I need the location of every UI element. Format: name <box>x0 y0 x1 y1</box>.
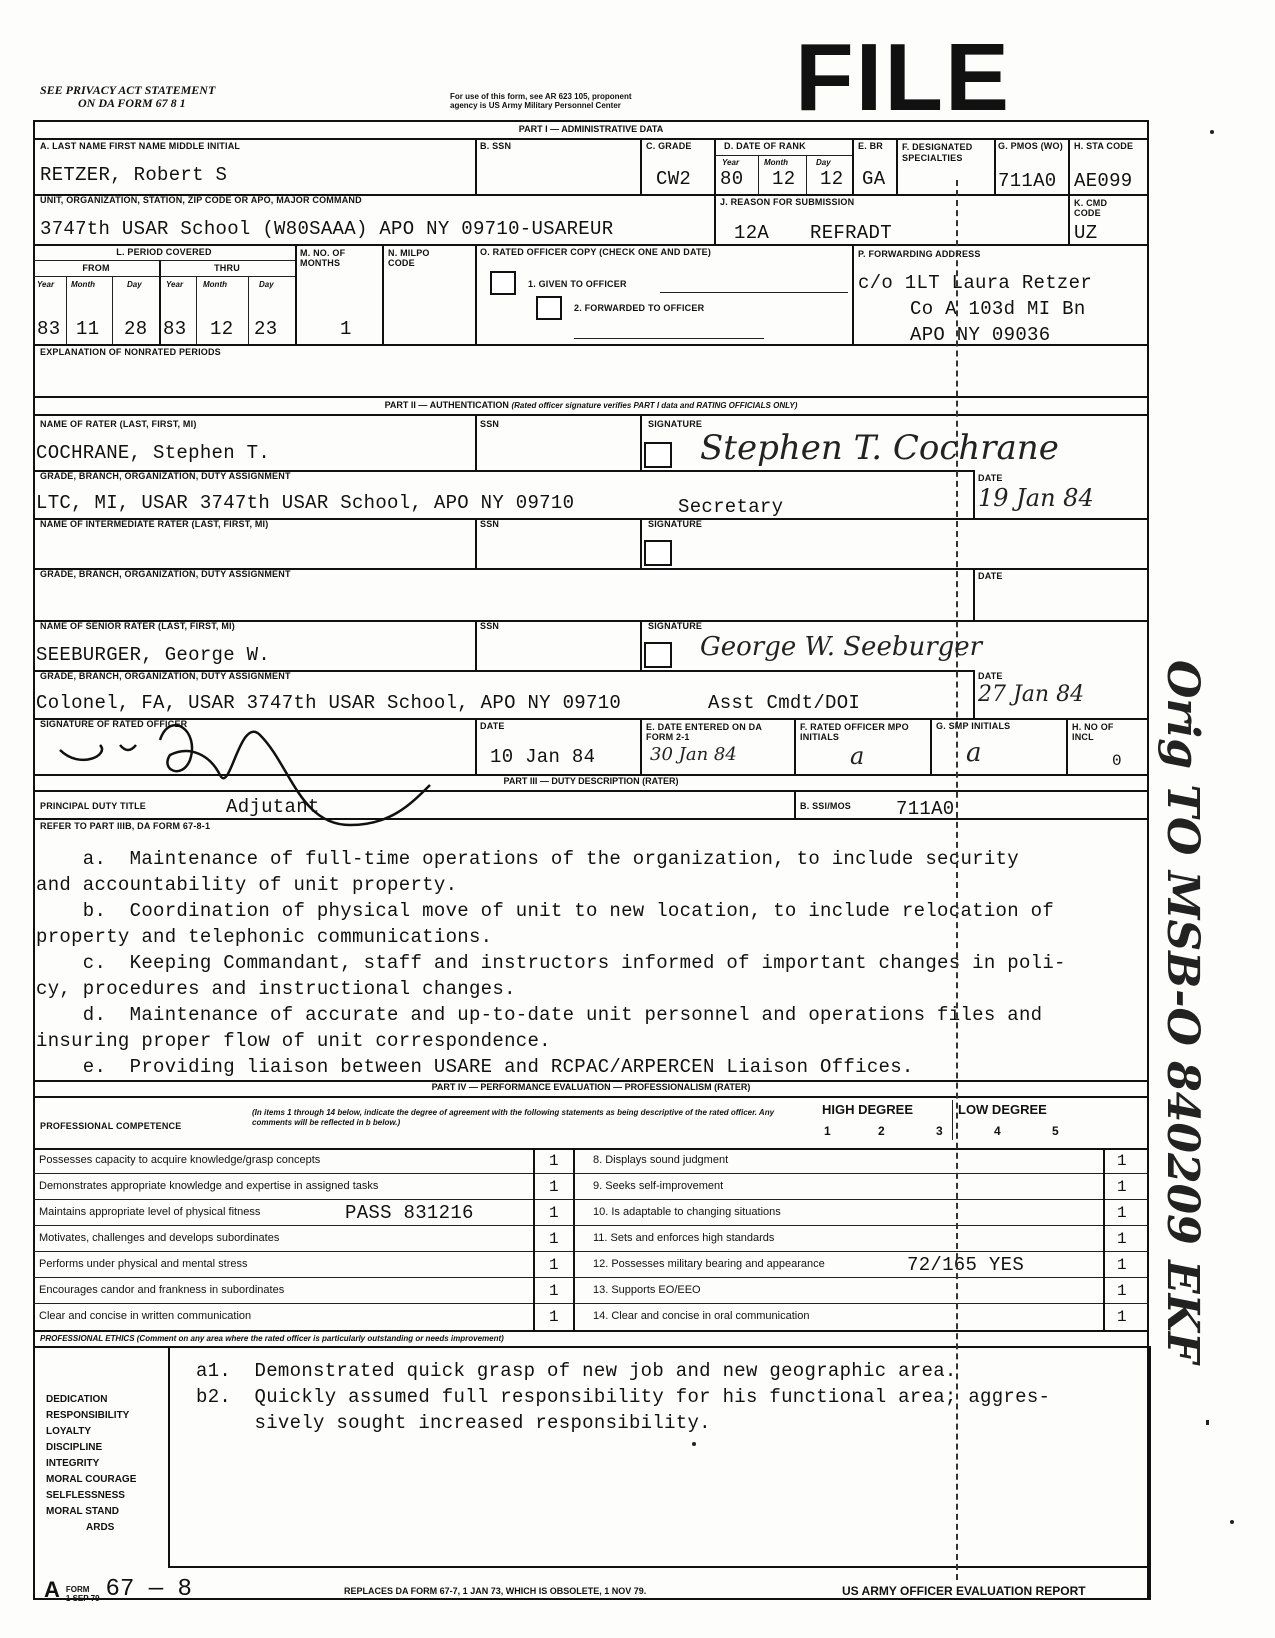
rating-row <box>33 1148 573 1174</box>
principal-duty-title: Adjutant <box>226 796 320 818</box>
senior-signature: George W. Seeburger <box>700 632 983 662</box>
nonrated-label: EXPLANATION OF NONRATED PERIODS <box>40 347 221 357</box>
given-label: 1. GIVEN TO OFFICER <box>528 279 627 289</box>
ethics-item: DEDICATION <box>46 1394 108 1405</box>
competence-instructions: (In items 1 through 14 below, indicate the degree of agreement with the following statements as being descriptive of the rated officer. Any comments will be reflected in b below.) <box>252 1108 775 1127</box>
sta-code-value: AE099 <box>1074 170 1133 192</box>
duty-line: c. Keeping Commandant, staff and instructors informed of important changes in poli- <box>36 952 1066 974</box>
incl-value: 0 <box>1112 752 1122 770</box>
rating-value[interactable]: 1 <box>1117 1308 1127 1326</box>
date-of-rank-label: D. DATE OF RANK <box>724 141 806 151</box>
duty-line: a. Maintenance of full-time operations of the organization, to include security <box>36 848 1019 870</box>
thru-month: 12 <box>210 318 234 340</box>
senior-ssn-label: SSN <box>480 621 500 631</box>
rule <box>952 1100 953 1140</box>
rule <box>794 790 796 818</box>
from-year-label: Year <box>37 280 55 289</box>
speck <box>1206 1420 1209 1425</box>
rule <box>1149 1346 1151 1600</box>
dor-year-label: Year <box>722 158 740 167</box>
rule <box>714 194 716 244</box>
intermediate-rater-label: NAME OF INTERMEDIATE RATER (LAST, FIRST, MI) <box>40 519 269 529</box>
rating-label: 12. Possesses military bearing and appearance <box>593 1258 825 1270</box>
rating-value[interactable]: 1 <box>1117 1152 1127 1170</box>
ethics-item: SELFLESSNESS <box>46 1490 125 1501</box>
rating-label: Performs under physical and mental stress <box>39 1258 248 1270</box>
rule <box>574 338 764 339</box>
rating-value[interactable]: 1 <box>549 1256 559 1274</box>
thru-month-label: Month <box>203 280 227 289</box>
rating-value[interactable]: 1 <box>1117 1256 1127 1274</box>
rating-value[interactable]: 1 <box>1117 1230 1127 1248</box>
rule <box>660 292 848 293</box>
rating-row <box>33 1174 573 1200</box>
ethics-item: ARDS <box>86 1522 115 1533</box>
rating-value[interactable]: 1 <box>1117 1178 1127 1196</box>
competence-label: PROFESSIONAL COMPETENCE <box>40 1121 182 1131</box>
ssi-mos-label: B. SSI/MOS <box>800 801 852 811</box>
rule <box>33 790 1149 792</box>
ethics-item: MORAL COURAGE <box>46 1474 137 1485</box>
ethics-item: MORAL STAND <box>46 1506 119 1517</box>
form-word: FORM <box>65 1585 90 1594</box>
form-use-note <box>450 92 632 110</box>
rating-extra: 72/165 YES <box>907 1254 1025 1276</box>
mpo-initials-label: F. RATED OFFICER MPO INITIALS <box>800 722 909 742</box>
rater-grade-label: GRADE, BRANCH, ORGANIZATION, DUTY ASSIGNMENT <box>40 471 291 481</box>
from-month: 11 <box>76 318 100 340</box>
rule <box>1066 718 1068 774</box>
dor-year: 80 <box>720 168 744 190</box>
rule <box>852 244 854 344</box>
form-use-line-2: agency is US Army Military Personnel Center <box>450 101 621 110</box>
speck <box>692 1442 696 1446</box>
scale-4: 4 <box>994 1124 1001 1138</box>
ethics-item: RESPONSIBILITY <box>46 1410 130 1421</box>
mpo-initials: a <box>850 742 865 770</box>
ssn-label: B. SSN <box>480 141 512 151</box>
senior-grade: Colonel, FA, USAR 3747th USAR School, APO NY 09710 <box>36 692 622 714</box>
scale-3: 3 <box>936 1124 943 1138</box>
rule <box>295 244 297 344</box>
rule <box>640 518 642 568</box>
ratings-right <box>573 1148 1149 1330</box>
ethics-label: PROFESSIONAL ETHICS (Comment on any area where the rated officer is particularly outstanding or needs improvement) <box>40 1334 504 1343</box>
from-label: FROM <box>82 263 110 273</box>
rule <box>33 1346 1149 1348</box>
entered-date: 30 Jan 84 <box>650 744 737 765</box>
rating-row <box>33 1304 573 1330</box>
rater-ssn-label: SSN <box>480 419 500 429</box>
forwarding-address-line2: Co A 103d MI Bn <box>910 298 1086 320</box>
rater-name-label: NAME OF RATER (LAST, FIRST, MI) <box>40 419 197 429</box>
pmos-value: 711A0 <box>998 170 1057 192</box>
rater-date: 19 Jan 84 <box>978 484 1094 512</box>
rating-value[interactable]: 1 <box>549 1230 559 1248</box>
thru-day: 23 <box>254 318 278 340</box>
senior-duty: Asst Cmdt/DOI <box>708 692 861 714</box>
intermediate-grade-label: GRADE, BRANCH, ORGANIZATION, DUTY ASSIGNMENT <box>40 569 291 579</box>
officer-copy-label: O. RATED OFFICER COPY (CHECK ONE AND DATE) <box>480 247 712 257</box>
rated-officer-signature-label: SIGNATURE OF RATED OFFICER <box>40 719 188 729</box>
rating-row <box>573 1278 1149 1304</box>
ssi-mos-value: 711A0 <box>896 798 955 820</box>
months-value: 1 <box>340 318 352 340</box>
ethics-list <box>46 1392 136 1536</box>
rule <box>475 718 477 774</box>
duty-line: and accountability of unit property. <box>36 874 458 896</box>
period-covered-label: L. PERIOD COVERED <box>116 247 212 257</box>
senior-rater-name: SEEBURGER, George W. <box>36 644 271 666</box>
duty-line: property and telephonic communications. <box>36 926 493 948</box>
senior-rater-label: NAME OF SENIOR RATER (LAST, FIRST, MI) <box>40 621 235 631</box>
part2-title <box>33 400 1149 410</box>
from-year: 83 <box>37 318 61 340</box>
rating-label: 11. Sets and enforces high standards <box>593 1232 775 1244</box>
privacy-statement <box>40 84 215 110</box>
thru-day-label: Day <box>259 280 274 289</box>
forwarding-address-label: P. FORWARDING ADDRESS <box>858 249 981 259</box>
smp-initials-label: G. SMP INITIALS <box>936 721 1011 731</box>
senior-grade-label: GRADE, BRANCH, ORGANIZATION, DUTY ASSIGNMENT <box>40 671 291 681</box>
thru-label: THRU <box>214 263 240 273</box>
incl-label: H. NO OF INCL <box>1072 722 1114 742</box>
forwarded-checkbox[interactable] <box>536 296 562 320</box>
rule <box>475 620 477 670</box>
duty-description <box>36 846 1066 1080</box>
rating-extra: PASS 831216 <box>345 1202 474 1224</box>
ethics-comment-line: a1. Demonstrated quick grasp of new job and new geographic area. <box>196 1360 957 1382</box>
rule <box>714 155 852 156</box>
rule <box>973 670 975 718</box>
rule <box>475 244 477 344</box>
rating-label: Possesses capacity to acquire knowledge/grasp concepts <box>39 1154 321 1166</box>
rating-row <box>33 1278 573 1304</box>
rule <box>533 1148 535 1330</box>
rating-row <box>33 1200 573 1226</box>
part1-title: PART I — ADMINISTRATIVE DATA <box>518 124 664 134</box>
rule <box>994 138 996 194</box>
duty-line: insuring proper flow of unit correspondence. <box>36 1030 551 1052</box>
rater-name: COCHRANE, Stephen T. <box>36 442 271 464</box>
part3-title: PART III — DUTY DESCRIPTION (RATER) <box>503 776 679 786</box>
rater-signature: Stephen T. Cochrane <box>700 428 1059 468</box>
rule <box>930 718 932 774</box>
rule <box>973 568 975 620</box>
rater-grade: LTC, MI, USAR 3747th USAR School, APO NY 09710 <box>36 492 575 514</box>
rating-label: 14. Clear and concise in oral communication <box>593 1310 810 1322</box>
scale-5: 5 <box>1052 1124 1059 1138</box>
rating-value[interactable]: 1 <box>549 1204 559 1222</box>
form-id <box>44 1576 192 1603</box>
rule <box>196 276 197 344</box>
rating-row <box>33 1252 573 1278</box>
rater-signature-box[interactable] <box>644 442 672 468</box>
principal-duty-title-label: PRINCIPAL DUTY TITLE <box>40 801 147 811</box>
rating-row <box>33 1226 573 1252</box>
privacy-line-1: SEE PRIVACY ACT STATEMENT <box>40 83 216 97</box>
forwarding-address-line1: c/o 1LT Laura Retzer <box>858 272 1093 294</box>
rating-value[interactable]: 1 <box>549 1308 559 1326</box>
replaces-note: REPLACES DA FORM 67-7, 1 JAN 73, WHICH IS OBSOLETE, 1 NOV 79. <box>344 1586 647 1596</box>
rule <box>33 396 1149 398</box>
rule <box>640 718 642 774</box>
form-stack <box>66 1585 100 1603</box>
duty-line: cy, procedures and instructional changes. <box>36 978 516 1000</box>
rule <box>33 1330 1149 1332</box>
rating-value[interactable]: 1 <box>549 1178 559 1196</box>
form-prefix: A <box>44 1577 60 1602</box>
ethics-comment-line: b2. Quickly assumed full responsibility for his functional area; aggres- <box>196 1386 1051 1408</box>
unit-label: UNIT, ORGANIZATION, STATION, ZIP CODE OR APO, MAJOR COMMAND <box>40 195 362 205</box>
rated-officer-name: RETZER, Robert S <box>40 164 228 186</box>
speck <box>1210 130 1214 134</box>
rating-value[interactable]: 1 <box>1117 1282 1127 1300</box>
reason-value: REFRADT <box>810 222 892 244</box>
rule <box>794 718 796 774</box>
rule <box>640 138 642 194</box>
dor-month: 12 <box>772 168 796 190</box>
forwarding-address-line3: APO NY 09036 <box>910 324 1051 346</box>
rater-duty: Secretary <box>678 496 784 518</box>
from-month-label: Month <box>71 280 95 289</box>
thru-year: 83 <box>163 318 187 340</box>
reason-label: J. REASON FOR SUBMISSION <box>720 197 855 207</box>
rule <box>475 138 477 194</box>
duty-line: b. Coordination of physical move of unit to new location, to include relocation of <box>36 900 1055 922</box>
rating-value[interactable]: 1 <box>1117 1204 1127 1222</box>
rule <box>1068 138 1070 194</box>
senior-signature-box[interactable] <box>644 642 672 668</box>
name-label: A. LAST NAME FIRST NAME MIDDLE INITIAL <box>40 141 241 151</box>
rule <box>33 818 1149 820</box>
rated-date-label: DATE <box>480 721 505 731</box>
senior-signature-label: SIGNATURE <box>648 621 703 631</box>
rule <box>112 276 113 344</box>
from-day: 28 <box>124 318 148 340</box>
file-stamp: FILE <box>795 24 1011 131</box>
thru-year-label: Year <box>166 280 184 289</box>
rating-value[interactable]: 1 <box>549 1282 559 1300</box>
branch-label: E. BR <box>858 141 884 151</box>
rated-date: 10 Jan 84 <box>490 746 596 768</box>
cmd-code-value: UZ <box>1074 222 1098 244</box>
rule <box>382 244 384 344</box>
rule <box>640 414 642 470</box>
rating-label: 9. Seeks self-improvement <box>593 1180 724 1192</box>
rater-signature-label: SIGNATURE <box>648 419 703 429</box>
rule <box>168 1566 1149 1568</box>
rule <box>33 414 1149 416</box>
ethics-comments <box>196 1358 1050 1436</box>
rule <box>66 276 67 344</box>
rule <box>640 620 642 670</box>
dor-month-label: Month <box>764 158 788 167</box>
rule <box>33 138 1149 140</box>
rating-row <box>573 1174 1149 1200</box>
smp-initials: a <box>966 738 982 768</box>
form-date: 1 SEP 79 <box>65 1594 100 1603</box>
rule <box>33 276 295 277</box>
months-label: M. NO. OF MONTHS <box>300 248 346 268</box>
intermediate-date-label: DATE <box>978 571 1003 581</box>
duty-line: d. Maintenance of accurate and up-to-date unit personnel and operations files and <box>36 1004 1043 1026</box>
rating-row <box>573 1148 1149 1174</box>
part2-title-text: PART II — AUTHENTICATION <box>384 400 509 410</box>
part2-title-note: (Rated officer signature verifies PART I data and RATING OFFICIALS ONLY) <box>511 401 798 410</box>
privacy-line-2: ON DA FORM 67 8 1 <box>78 96 186 110</box>
fold-line <box>956 180 958 1580</box>
rule <box>714 138 716 194</box>
rule <box>758 155 759 194</box>
rating-label: 13. Supports EO/EEO <box>593 1284 701 1296</box>
rating-row <box>573 1226 1149 1252</box>
rating-label: Encourages candor and frankness in subordinates <box>39 1284 285 1296</box>
intermediate-signature-box[interactable] <box>644 540 672 566</box>
rating-label: 10. Is adaptable to changing situations <box>593 1206 781 1218</box>
low-degree-label: LOW DEGREE <box>958 1102 1047 1117</box>
ethics-item: LOYALTY <box>46 1426 92 1437</box>
rule <box>33 244 1149 246</box>
rule <box>33 1096 1149 1098</box>
reason-code: 12A <box>734 222 770 244</box>
milpo-label: N. MILPO CODE <box>388 248 430 268</box>
rule <box>159 260 161 344</box>
unit-value: 3747th USAR School (W80SAAA) APO NY 09710-USAREUR <box>40 218 614 240</box>
rule <box>852 138 854 194</box>
specialties-label: F. DESIGNATED SPECIALTIES <box>902 142 973 163</box>
speck <box>1230 1520 1234 1524</box>
ethics-item: DISCIPLINE <box>46 1442 103 1453</box>
scale-1: 1 <box>824 1124 831 1138</box>
senior-date: 27 Jan 84 <box>978 682 1085 707</box>
rule <box>1103 1148 1105 1330</box>
rating-label: Maintains appropriate level of physical fitness <box>39 1206 261 1218</box>
rating-value[interactable]: 1 <box>549 1152 559 1170</box>
duty-line: e. Providing liaison between USARE and RCPAC/ARPERCEN Liaison Offices. <box>36 1056 914 1078</box>
form-number: 67 — 8 <box>105 1576 192 1603</box>
rule <box>1068 194 1070 244</box>
rating-row <box>573 1304 1149 1330</box>
sta-code-label: H. STA CODE <box>1074 141 1134 151</box>
rule <box>168 1346 170 1566</box>
form-use-line-1: For use of this form, see AR 623 105, proponent <box>450 92 632 101</box>
given-checkbox[interactable] <box>490 271 516 295</box>
rating-row <box>573 1200 1149 1226</box>
rule <box>475 414 477 470</box>
rule <box>973 470 975 518</box>
rating-label: Motivates, challenges and develops subordinates <box>39 1232 280 1244</box>
rating-label: Clear and concise in written communication <box>39 1310 252 1322</box>
grade-label: C. GRADE <box>646 141 692 151</box>
rule <box>806 155 807 194</box>
pmos-label: G. PMOS (WO) <box>998 141 1063 151</box>
branch-value: GA <box>862 168 886 190</box>
rating-label: Demonstrates appropriate knowledge and expertise in assigned tasks <box>39 1180 379 1192</box>
dor-day-label: Day <box>816 158 831 167</box>
cmd-code-label: K. CMD CODE <box>1074 198 1108 218</box>
intermediate-signature-label: SIGNATURE <box>648 519 703 529</box>
senior-date-label: DATE <box>978 671 1003 681</box>
report-title: US ARMY OFFICER EVALUATION REPORT <box>842 1584 1086 1598</box>
grade-value: CW2 <box>656 168 692 190</box>
rating-label: 8. Displays sound judgment <box>593 1154 729 1166</box>
high-degree-label: HIGH DEGREE <box>822 1102 914 1117</box>
rule <box>475 518 477 568</box>
entered-label: E. DATE ENTERED ON DA FORM 2-1 <box>646 722 762 742</box>
rule <box>33 344 1149 346</box>
ethics-item: INTEGRITY <box>46 1458 100 1469</box>
refer-label: REFER TO PART IIIB, DA FORM 67-8-1 <box>40 821 211 831</box>
part4-title: PART IV — PERFORMANCE EVALUATION — PROFESSIONALISM (RATER) <box>431 1082 751 1092</box>
ethics-comment-line: sively sought increased responsibility. <box>196 1412 711 1434</box>
rule <box>896 138 898 194</box>
rating-row <box>573 1252 1149 1278</box>
dor-day: 12 <box>820 168 844 190</box>
rater-date-label: DATE <box>978 473 1003 483</box>
rule <box>248 276 249 344</box>
scale-2: 2 <box>878 1124 885 1138</box>
rule <box>33 260 295 261</box>
ratings-left <box>33 1148 573 1330</box>
forwarded-label: 2. FORWARDED TO OFFICER <box>574 303 705 313</box>
margin-note: Orig TO MSB-O 840209 EKF <box>1157 660 1208 1364</box>
intermediate-ssn-label: SSN <box>480 519 500 529</box>
from-day-label: Day <box>127 280 142 289</box>
